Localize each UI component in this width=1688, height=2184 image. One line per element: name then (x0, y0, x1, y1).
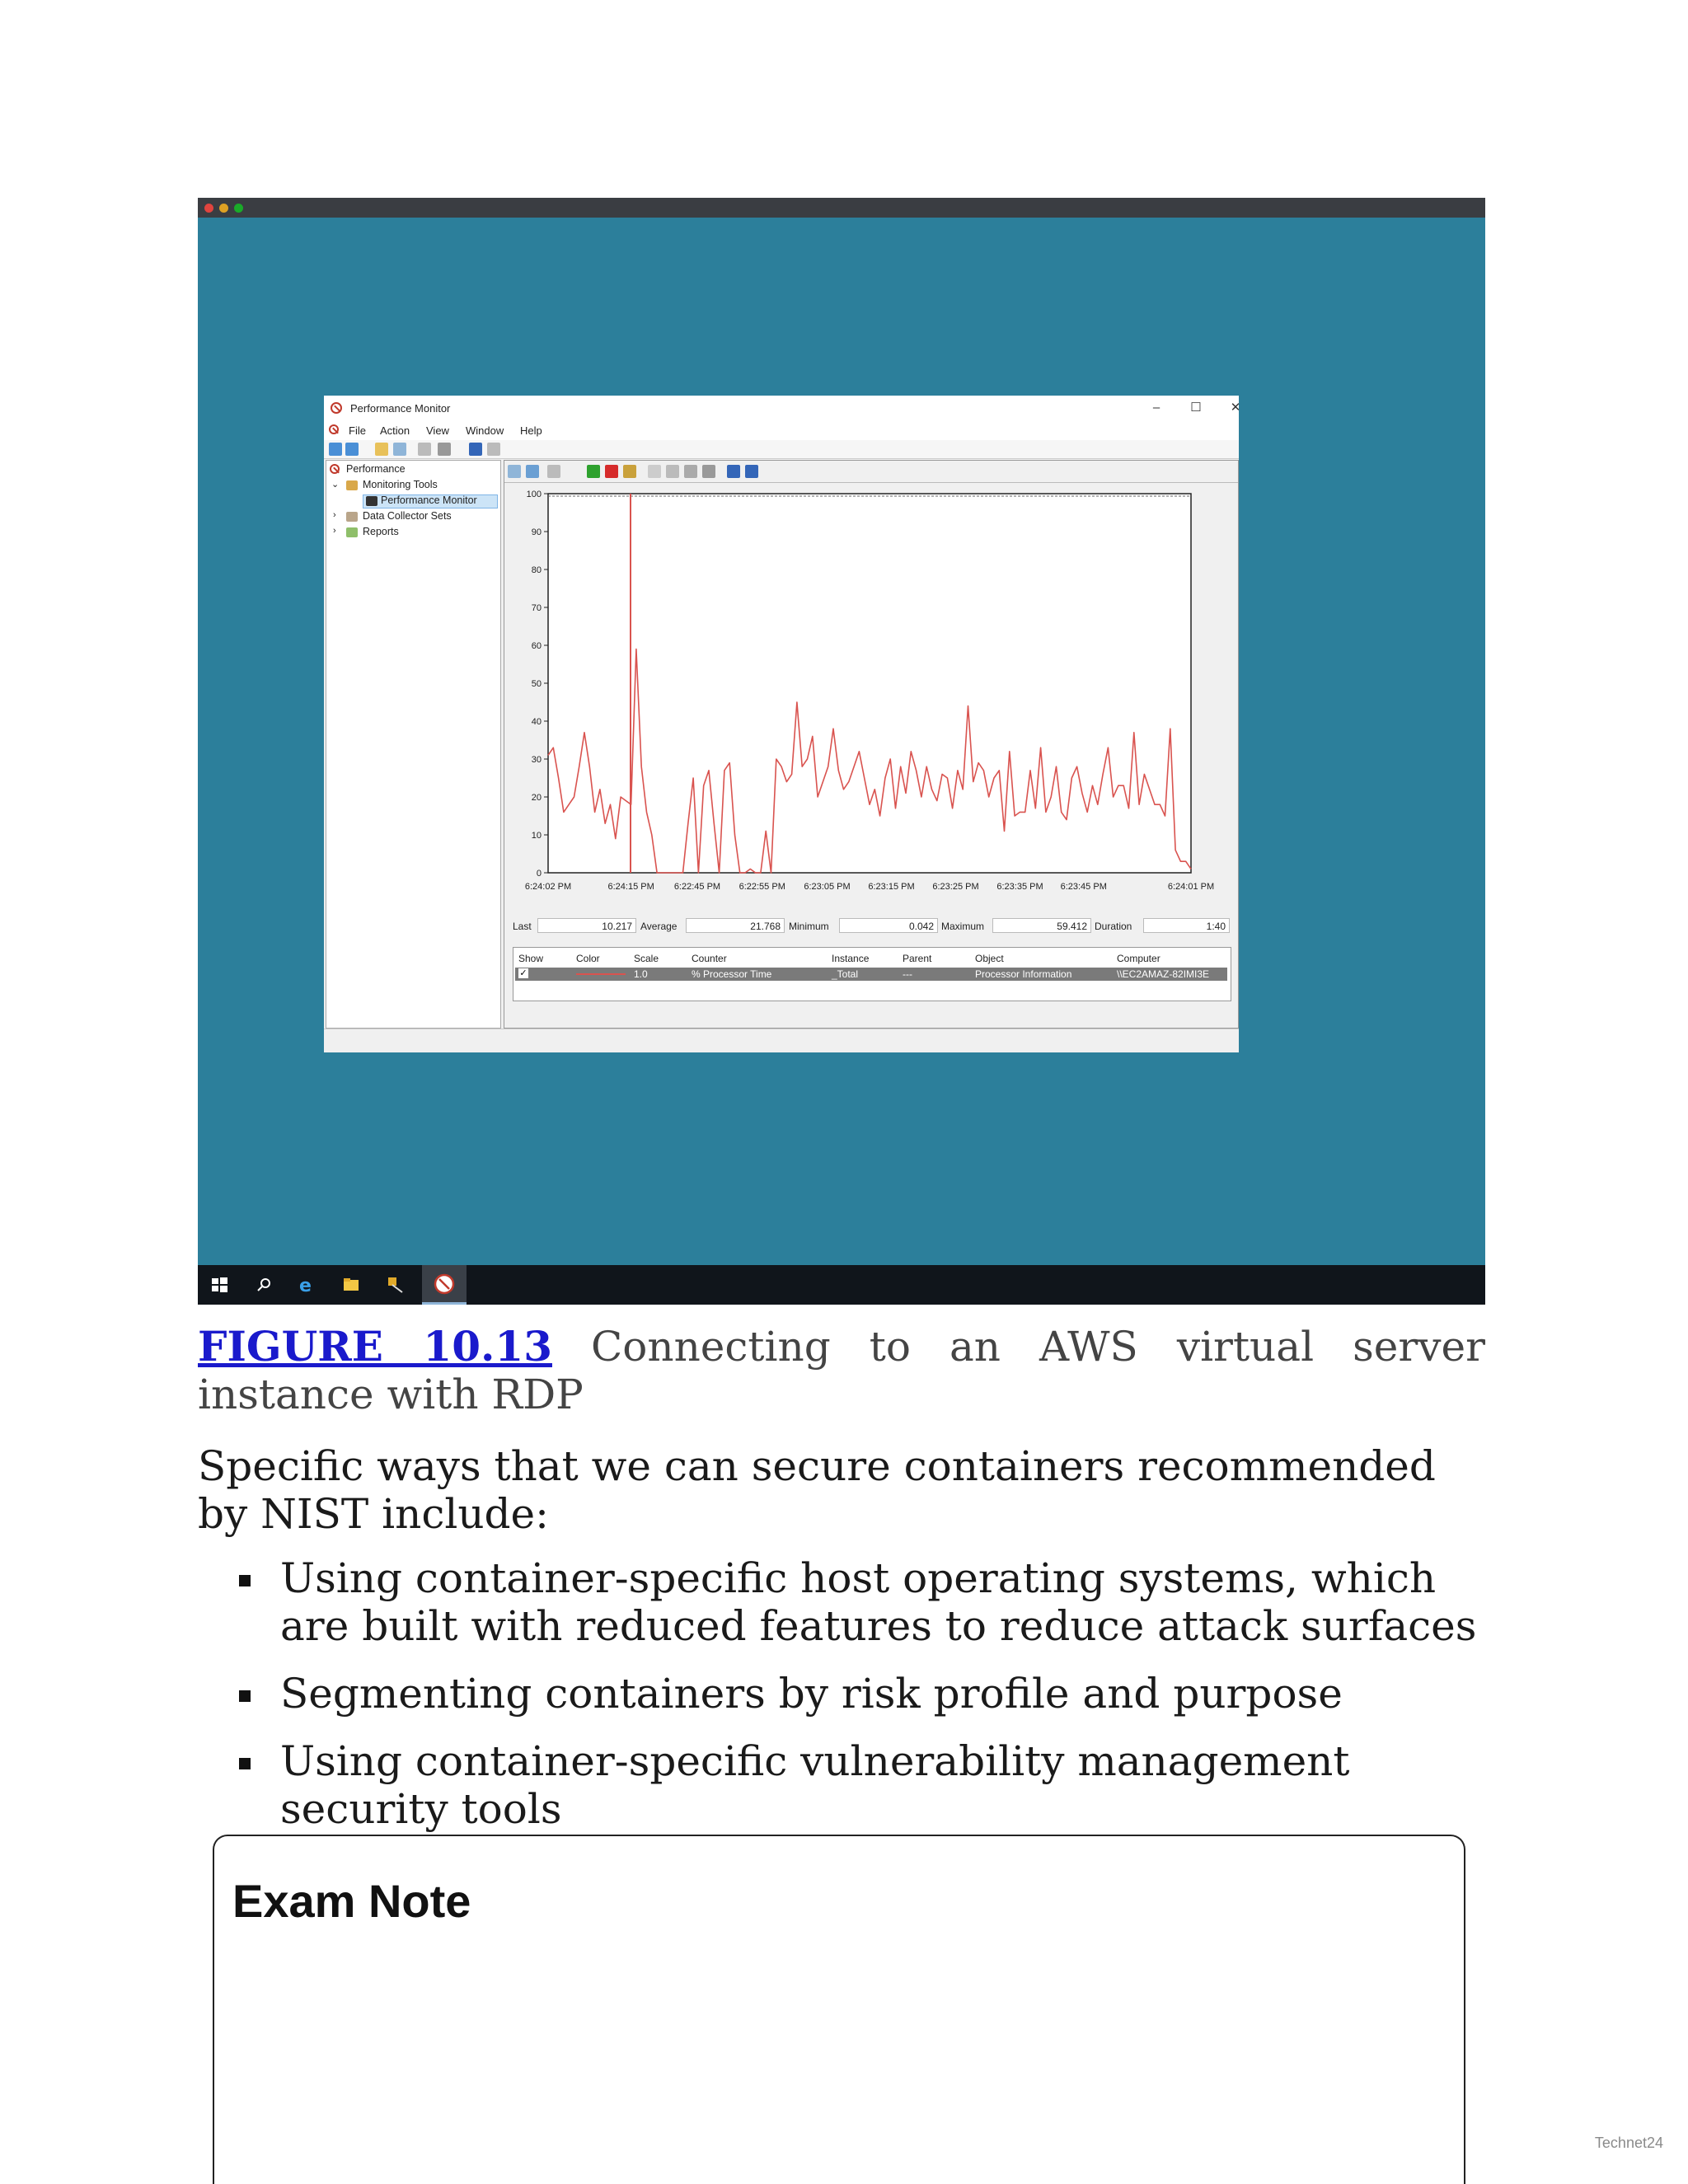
y-tick-label: 60 (531, 641, 542, 651)
performance-monitor-app-icon (331, 402, 342, 414)
y-tick-label: 100 (526, 490, 542, 499)
list-item-text: Using container-specific host operating systems, which are built with reduced features to reduce attack surfaces (280, 1554, 1477, 1650)
collapse-chevron-icon[interactable]: › (333, 510, 336, 520)
minimize-icon[interactable]: – (1152, 401, 1160, 415)
duration-value: 1:40 (1143, 918, 1230, 933)
properties-icon[interactable] (418, 443, 431, 456)
window-title: Performance Monitor (350, 402, 451, 415)
tree-node-performance-monitor[interactable]: Performance Monitor (381, 494, 477, 506)
data-collector-icon (346, 512, 358, 522)
menu-view[interactable]: View (426, 424, 449, 437)
legend-header-counter[interactable]: Counter (692, 953, 727, 964)
tree-node-reports[interactable]: Reports (363, 526, 399, 537)
legend-header-color[interactable]: Color (576, 953, 600, 964)
view-log-data-icon[interactable] (526, 465, 539, 478)
legend-header-scale[interactable]: Scale (634, 953, 659, 964)
legend-computer: \\EC2AMAZ-82IMI3E (1117, 968, 1210, 980)
help-icon[interactable] (469, 443, 482, 456)
paste-counter-list-icon[interactable] (666, 465, 679, 478)
maximum-label: Maximum (941, 921, 985, 932)
legend-header-instance[interactable]: Instance (832, 953, 870, 964)
copy-properties-icon[interactable] (648, 465, 661, 478)
legend-header-show[interactable]: Show (518, 953, 544, 964)
graph-toolbar (504, 461, 1238, 483)
monitor-icon (366, 496, 377, 506)
show-checkbox[interactable]: ✓ (519, 968, 528, 978)
list-item-text: Segmenting containers by risk profile and purpose (280, 1670, 1343, 1718)
x-tick-label: 6:23:05 PM (804, 882, 851, 892)
menu-window[interactable]: Window (466, 424, 504, 437)
caption-text: Connecting to an AWS virtual server instance with RDP (198, 1323, 1485, 1418)
close-icon[interactable]: ✕ (1230, 401, 1241, 415)
search-icon[interactable] (254, 1275, 274, 1295)
list-item (198, 1737, 1485, 1833)
figure-link[interactable]: FIGURE 10.13 (198, 1322, 552, 1371)
x-tick-label: 6:24:15 PM (607, 882, 654, 892)
legend-row[interactable] (515, 968, 1227, 981)
forward-arrow-icon[interactable] (345, 443, 359, 456)
tree-node-data-collector-sets[interactable]: Data Collector Sets (363, 510, 452, 522)
x-tick-label: 6:22:45 PM (673, 882, 721, 892)
internet-explorer-icon[interactable] (297, 1275, 316, 1295)
add-counter-icon[interactable] (587, 465, 600, 478)
watermark: Technet24 (1594, 2135, 1663, 2151)
window-titlebar (324, 396, 1239, 420)
menu-app-icon (329, 424, 339, 434)
minimum-label: Minimum (789, 921, 829, 932)
x-tick-label: 6:23:15 PM (868, 882, 915, 892)
legend-header-object[interactable]: Object (975, 953, 1004, 964)
y-tick-label: 0 (536, 869, 542, 879)
tree-node-monitoring-tools[interactable]: Monitoring Tools (363, 479, 438, 490)
minimum-value: 0.042 (839, 918, 938, 933)
exam-note-box (213, 1835, 1465, 2184)
performance-monitor-taskbar-button[interactable] (422, 1265, 467, 1305)
navigation-tree (326, 460, 501, 1029)
menu-bar (324, 420, 1239, 441)
close-dot-icon[interactable] (204, 204, 213, 213)
export-list-icon[interactable] (438, 443, 451, 456)
y-tick-label: 50 (531, 679, 542, 689)
maximize-icon[interactable]: ☐ (1190, 401, 1202, 415)
menu-action[interactable]: Action (380, 424, 410, 437)
menu-help[interactable]: Help (520, 424, 542, 437)
plot-area (548, 494, 1191, 873)
legend-header-parent[interactable]: Parent (903, 953, 932, 964)
reports-icon (346, 527, 358, 537)
figure-caption (198, 1323, 1485, 1418)
menu-file[interactable]: File (349, 424, 366, 437)
update-data-icon[interactable] (745, 465, 758, 478)
y-tick-label: 10 (531, 831, 542, 841)
file-explorer-icon[interactable] (341, 1275, 361, 1295)
legend-header-computer[interactable]: Computer (1117, 953, 1160, 964)
legend-scale: 1.0 (634, 968, 648, 980)
zoom-icon[interactable] (702, 465, 715, 478)
counter-legend-table (513, 947, 1231, 1001)
bullet-square-icon (239, 1758, 251, 1769)
main-toolbar (324, 440, 1239, 459)
delete-counter-icon[interactable] (605, 465, 618, 478)
x-tick-label: 6:22:55 PM (738, 882, 785, 892)
graph-pane (504, 460, 1239, 1029)
average-label: Average (640, 921, 678, 932)
console-icon[interactable] (487, 443, 500, 456)
highlight-icon[interactable] (623, 465, 636, 478)
legend-counter: % Processor Time (692, 968, 772, 980)
zoom-dot-icon[interactable] (234, 204, 243, 213)
legend-object: Processor Information (975, 968, 1072, 980)
maximum-value: 59.412 (992, 918, 1091, 933)
intro-paragraph: Specific ways that we can secure containers recommended by NIST include: (198, 1442, 1436, 1538)
bullet-square-icon (239, 1690, 251, 1702)
x-tick-label: 6:24:01 PM (1167, 882, 1215, 892)
y-tick-label: 70 (531, 603, 542, 613)
freeze-display-icon[interactable] (727, 465, 740, 478)
list-item-text: Using container-specific vulnerability management security tools (280, 1737, 1350, 1833)
y-tick-label: 30 (531, 755, 542, 765)
collapse-chevron-icon[interactable]: › (333, 526, 336, 536)
expand-chevron-icon[interactable]: ⌄ (331, 480, 340, 490)
legend-instance: _Total (832, 968, 859, 980)
bullet-list (198, 1554, 1485, 1853)
y-tick-label: 80 (531, 565, 542, 575)
mac-window-titlebar (198, 198, 1485, 218)
average-value: 21.768 (686, 918, 785, 933)
x-tick-label: 6:24:02 PM (524, 882, 572, 892)
last-value: 10.217 (537, 918, 636, 933)
performance-monitor-window (324, 396, 1239, 1052)
minimize-dot-icon[interactable] (219, 204, 228, 213)
change-graph-type-icon[interactable] (547, 465, 560, 478)
x-tick-label: 6:23:45 PM (1060, 882, 1107, 892)
list-item (198, 1670, 1485, 1718)
show-hide-tree-icon[interactable] (393, 443, 406, 456)
y-tick-label: 90 (531, 527, 542, 537)
tree-node-performance[interactable]: Performance (346, 463, 406, 475)
exam-note-heading: Exam Note (232, 1875, 471, 1927)
statistics-bar (513, 918, 1230, 936)
windows-taskbar (198, 1265, 1485, 1305)
legend-parent: --- (903, 968, 912, 980)
tools-icon (346, 480, 358, 490)
performance-node-icon (330, 464, 340, 474)
folder-up-icon[interactable] (375, 443, 388, 456)
status-bar (324, 1029, 1239, 1052)
last-label: Last (513, 921, 532, 932)
processor-time-line-chart (504, 484, 1236, 912)
properties-icon[interactable] (684, 465, 697, 478)
list-item (198, 1554, 1485, 1650)
back-arrow-icon[interactable] (329, 443, 342, 456)
bullet-square-icon (239, 1575, 251, 1586)
series-color-swatch (576, 973, 626, 975)
figure-screenshot (198, 198, 1485, 1305)
y-tick-label: 20 (531, 793, 542, 803)
y-tick-label: 40 (531, 717, 542, 727)
duration-label: Duration (1095, 921, 1132, 932)
svg-text:e: e (299, 1276, 312, 1295)
x-axis (525, 882, 1214, 892)
server-manager-icon[interactable] (386, 1275, 406, 1295)
x-tick-label: 6:23:25 PM (932, 882, 979, 892)
x-tick-label: 6:23:35 PM (996, 882, 1043, 892)
windows-start-icon[interactable] (209, 1275, 229, 1295)
view-current-activity-icon[interactable] (508, 465, 521, 478)
